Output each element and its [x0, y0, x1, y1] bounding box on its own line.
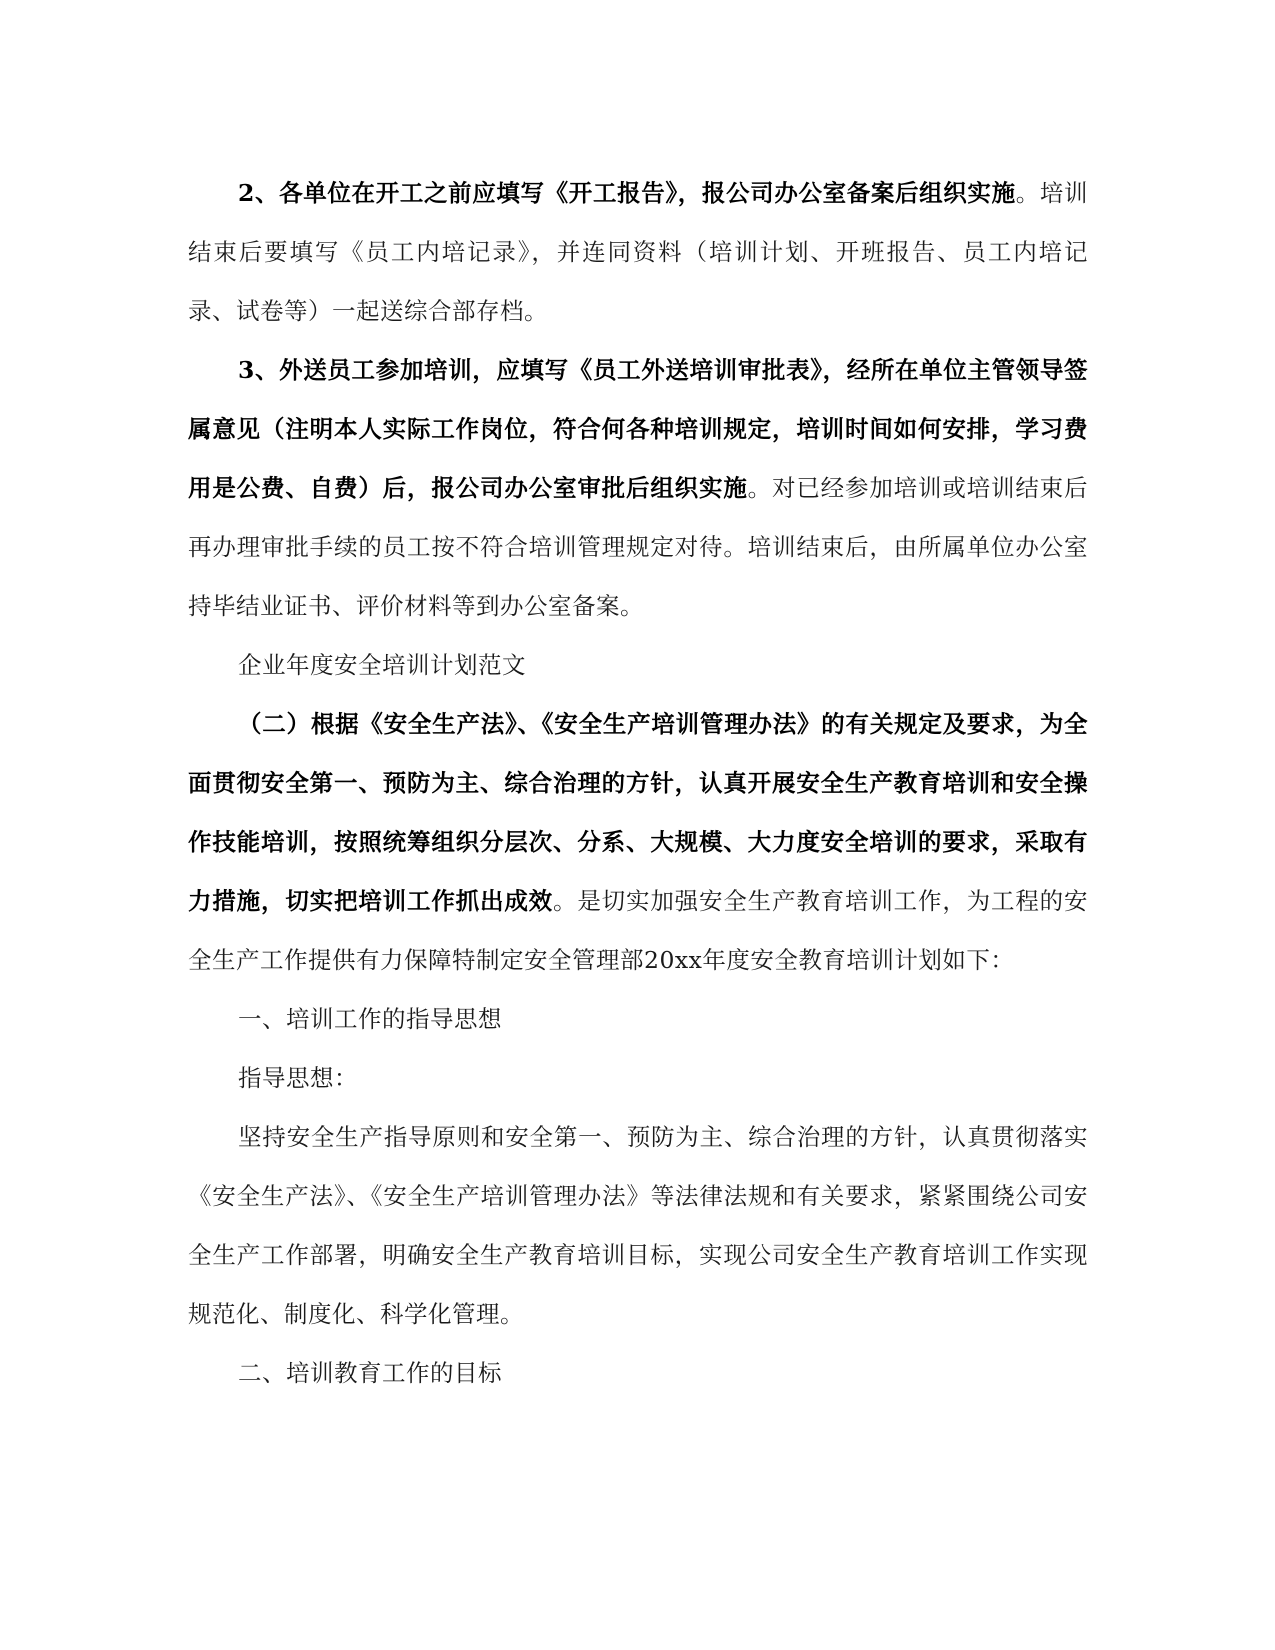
paragraph-text: 。是切实加强安全生产教育培训工作，为工程的安全生产工作提供有力保障特制定安全管理部20xx年度安全教育培训计划如下：: [188, 887, 1088, 974]
paragraph-text: 。对已经参加培训或培训结束后再办理审批手续的员工按不符合培训管理规定对待。培训结束后，由所属单位办公室持毕结业证书、评价材料等到办公室备案。: [188, 474, 1089, 620]
paragraph-bold-text: 3、外送员工参加培训，应填写《员工外送培训审批表》，经所在单位主管领导签属意见（注明本人实际工作岗位，符合何各种培训规定，培训时间如何安排，学习费用是公费、自费）后，报公司办公室审批后组织实施: [188, 356, 1088, 502]
document-body: [188, 164, 1088, 1403]
section-heading-guiding-ideology: 一、培训工作的指导思想: [238, 1005, 502, 1033]
paragraph-start-report: [188, 164, 1088, 341]
section-heading-training-goals: 二、培训教育工作的目标: [238, 1359, 502, 1387]
paragraph-guiding-ideology: 坚持安全生产指导原则和安全第一、预防为主、综合治理的方针，认真贯彻落实《安全生产法》、《安全生产培训管理办法》等法律法规和有关要求，紧紧围绕公司安全生产工作部署，明确安全生产教育培训目标，实现公司安全生产教育培训工作实现规范化、制度化、科学化管理。: [188, 1123, 1088, 1328]
paragraph-bold-text: 2、各单位在开工之前应填写《开工报告》，报公司办公室备案后组织实施: [238, 179, 1016, 207]
paragraph-bold-text: （二）根据《安全生产法》、《安全生产培训管理办法》的有关规定及要求，为全面贯彻安全第一、预防为主、综合治理的方针，认真开展安全生产教育培训和安全操作技能培训，按照统筹组织分层次、分系、大规模、大力度安全培训的要求，采取有力措施，切实把培训工作抓出成效: [188, 710, 1088, 915]
subheading-guiding-ideology: 指导思想：: [238, 1064, 358, 1092]
paragraph-legal-basis: [188, 695, 1088, 990]
section-title: 企业年度安全培训计划范文: [238, 651, 526, 679]
paragraph-external-training: [188, 341, 1088, 636]
paragraph-text: 。培训结束后要填写《员工内培记录》，并连同资料（培训计划、开班报告、员工内培记录、试卷等）一起送综合部存档。: [188, 179, 1088, 325]
